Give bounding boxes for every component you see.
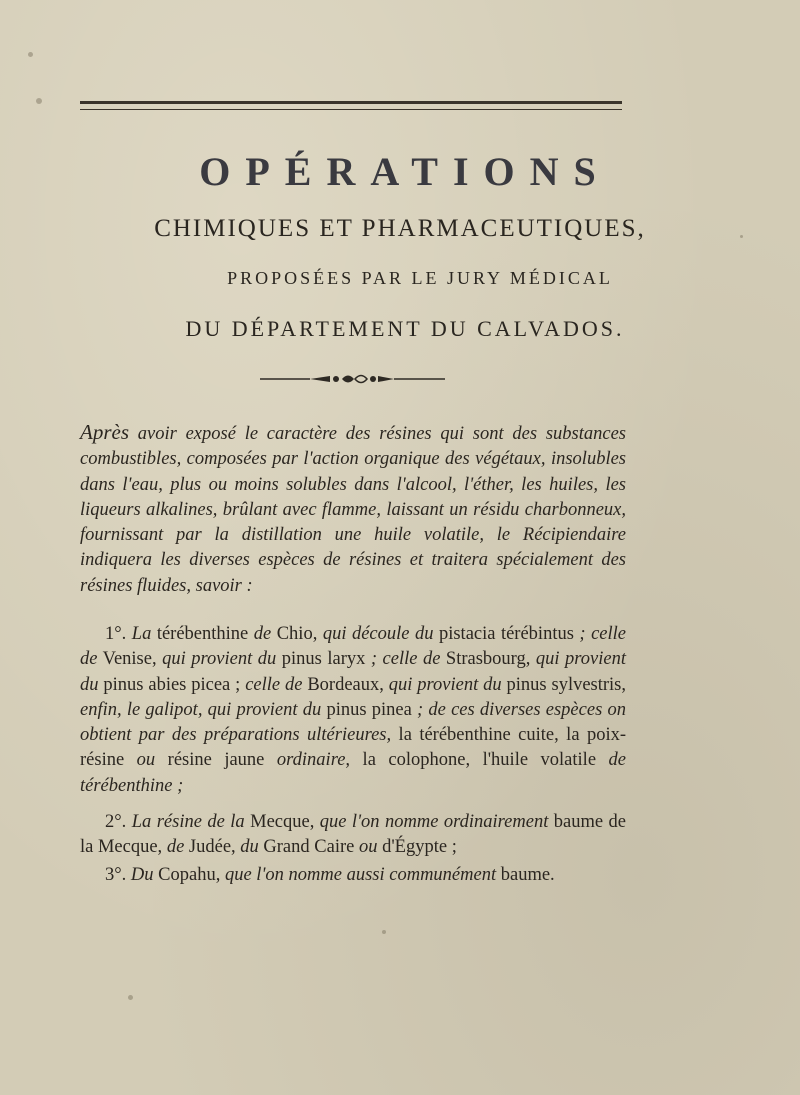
item-text-run: que l'on nomme ordinairement [319,812,549,832]
item-text-run: Copahu, [153,865,225,885]
item-text-run: Judée, [184,837,241,858]
intro-text: avoir exposé le caractère des résines qui sont des substances combustibles, composées par l'action organique des végétaux, insolubles dans l'eau, plus ou moins solubles dans l'alcool, l'éther, les huiles, les liqueurs alkalines, brûlant avec flamme, laissant un résidu charbonneux, fournissant par la distillation une huile volatile, le Récipiendaire indiquera les diverses espèces de résines et traitera spécialement des résines fluides, savoir : [80,424,626,596]
item-text-run: pinus abies picea ; [98,674,246,695]
paper-speck [28,52,33,57]
item-text-run: de [166,837,185,858]
item-text-run: enfin, le galipot, qui provient du [80,699,322,720]
item-text-run: pinus laryx [276,649,371,670]
item-number: 1°. [105,624,127,644]
item-text-run: pistacia térébintus [433,624,580,644]
subtitle-line-2: PROPOSÉES PAR LE JURY MÉDICAL [227,268,613,288]
item-text-run: baume. [496,865,555,885]
paper-speck [36,98,42,104]
paper-speck [740,235,743,238]
item-text-run: Strasbourg, [440,649,536,670]
item-text-run: ou [136,750,156,771]
item-text-run: que l'on nomme aussi communément [224,865,497,885]
page-title: OPÉRATIONS [199,149,611,194]
item-text-run: baume de la Mecque, [80,812,627,858]
list-item-1 [80,622,626,799]
item-text-run: Bordeaux, [302,674,389,695]
item-text-run: du [240,837,259,858]
item-text-run: Grand Caire [258,837,359,858]
item-text-run: La résine de la [126,812,245,832]
item-text-run: qui découle du [322,624,434,644]
item-text-run: ; celle de [370,649,441,670]
item-text-run: qui provient du [388,674,502,695]
item-text-run: de [253,624,272,644]
item-text-run: celle de [245,674,303,695]
item-text-run: qui provient du [162,649,277,670]
paper-speck [382,930,386,934]
item-text-run: qui provient du [80,649,627,695]
paper-speck [128,995,133,1000]
item-text-run: ; celle de [80,624,626,670]
item-text-run: la térébenthine cuite, la poix-résine [80,725,626,771]
item-text-run: La [126,624,152,644]
item-number: 3°. [105,865,127,885]
item-text-run: Chio, [271,624,323,644]
item-text-run: d'Égypte ; [377,837,457,858]
item-text-run: Du [126,865,154,885]
item-text-run: pinus sylvestris, [501,674,627,695]
item-number: 2°. [105,812,127,832]
item-text-run: ou [358,837,378,858]
item-text-run: la colophone, l'huile volatile [350,750,609,771]
item-text-run: pinus pinea [321,699,418,720]
item-text-run: résine jaune [155,750,277,771]
subtitle-line-3: DU DÉPARTEMENT DU CALVADOS. [185,316,625,341]
item-text-run: térébenthine [151,624,254,644]
list-item-3 [80,863,626,888]
intro-paragraph [80,420,626,599]
intro-lead-word: Après [80,420,129,444]
fleuron-ornament-icon [260,372,445,386]
item-text-run: ordinaire, [276,750,351,771]
item-text-run: Mecque, [244,812,320,832]
subtitle-line-1: CHIMIQUES ET PHARMACEUTIQUES, [154,215,646,242]
top-rule [80,101,622,110]
item-text-run: Venise, [97,649,163,670]
item-text-run: ; de ces diverses espèces on obtient par des préparations ultérieures, [80,699,626,746]
item-text-run: de térébenthine ; [80,750,626,796]
list-item-2 [80,810,626,861]
